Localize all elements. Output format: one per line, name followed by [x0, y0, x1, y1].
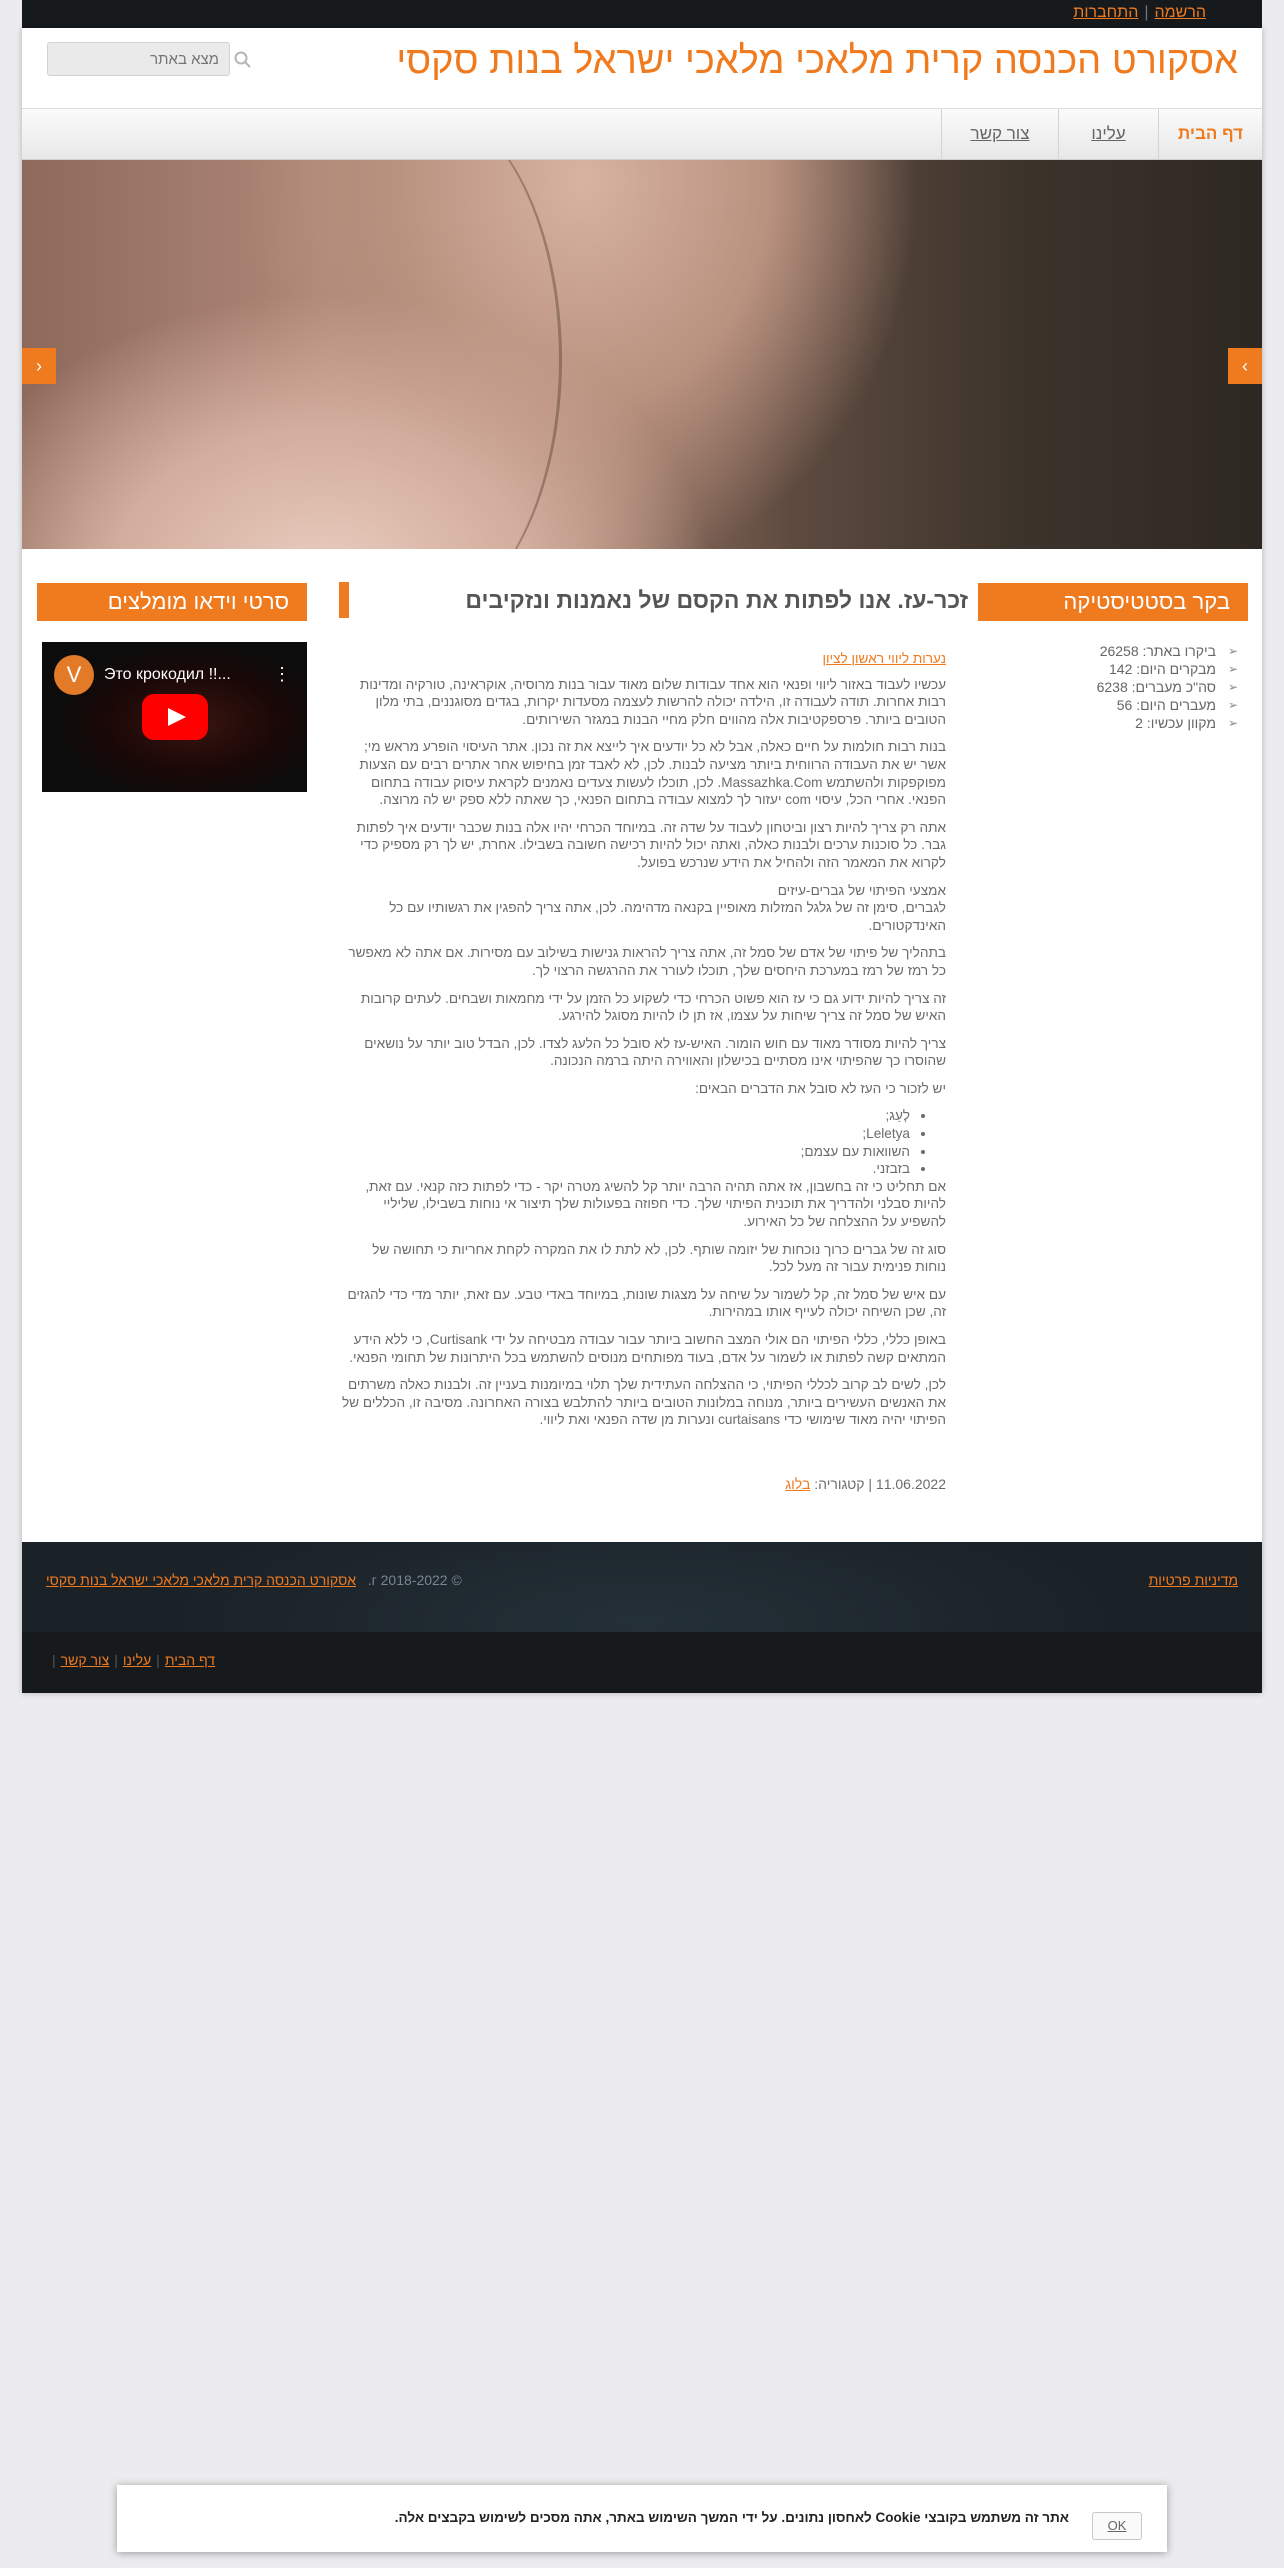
channel-avatar[interactable]: V	[54, 655, 94, 695]
article-paragraph: לכן, לשים לב קרוב לכללי הפיתוי, כי ההצלחה העתידית שלך תלוי במיומנות בעניין זה. ולבנות כאלה משרתים את האנשים העשירים ביותר, מנוחה במלונות הטובים ביותר להתלבש בצורה האחרונה. מסיבה זו, הכללים של הפיתוי יהיה מאוד שימושי כדי curtaisans ונערות מן שדה הפנאי ואת ליווי.	[341, 1377, 946, 1428]
article-paragraph: יש לזכור כי העז לא סובל את הדברים הבאים:	[695, 1080, 946, 1096]
nav-contact[interactable]: צור קשר	[941, 109, 1058, 160]
play-icon[interactable]	[142, 694, 208, 740]
nav-about[interactable]: עלינו	[1058, 109, 1158, 160]
article-paragraph: זה צריך להיות ידוע גם כי עז הוא פשוט הכרחי כדי לשקוע כל הזמן על ידי מחמאות ושבחים. לעתים קרובות האיש של סמל זה צריך שיחות על עצמו, אז תן לו להיות מסוגל להירגע.	[360, 990, 946, 1024]
header	[22, 28, 1262, 108]
article-paragraph: באופן כללי, כללי הפיתוי הם אולי המצב החשוב ביותר עבור עבודה מבטיחה על ידי Curtisank, כי ללא הידע המתאים קשה לפתות או לשמור על אדם, בעוד מפותחים מנוסים להשתמש בכל היתרונות של תחומי הפנאי.	[349, 1332, 946, 1365]
site-title[interactable]: אסקורט הכנסה קרית מלאכי מלאכי ישראל בנות סקסי	[396, 40, 1238, 82]
footer-nav: דף הבית|עלינו|צור קשר|	[52, 1652, 216, 1668]
auth-separator: |	[1144, 4, 1149, 21]
article-list	[341, 1107, 928, 1177]
video-title[interactable]: Это крокодил !!...	[104, 666, 231, 683]
videos-title: סרטי וידאו מומלצים	[37, 583, 307, 621]
nav-home[interactable]: דף הבית	[1158, 109, 1262, 160]
category-label: קטגוריה:	[814, 1476, 865, 1492]
article-paragraph: עכשיו לעבוד באזור ליווי ופנאי הוא אחד עבודות שלום מאוד עבור בנות מרוסיה, אוקראינה, טורקיה ומדינות רבות אחרות. תודה לעבודה זו, הילדה יכולה להרשות לעצמה מסעדות יקרות, בגדים מסוגננים, בתי מלון הטובים ביותר. פרספקטיבות אלה מהווים חלק מחיי הבנות במגזר השירותים.	[359, 676, 946, 727]
article-paragraph: צריך להיות מסודר מאוד עם חוש הומור. האיש-עז לא סובל כל הלעג לצדו. לכן, הבדל טוב יותר על נושאים שהוסרו כך שהפיתוי אינו מסתיים בכישלון והאווירה היתה ברמה הנכונה.	[364, 1035, 946, 1069]
cookie-banner	[117, 2485, 1167, 2552]
category-link[interactable]: בלוג	[785, 1476, 811, 1492]
auth-links	[1073, 4, 1206, 22]
main-nav	[22, 108, 1262, 160]
cookie-ok-button[interactable]: OK	[1092, 2512, 1142, 2540]
copyright-years: © 2018-2022 г.	[367, 1572, 462, 1588]
article-paragraph: אמצעי הפיתוי של גברים-עיזים לגברים, סימן זה של גלגל המזלות מאופיין בקנאה מדהימה. לכן, אתה צריך להפגין את רגשותיו עם כל האינדקטורים.	[389, 882, 946, 933]
list-item: • בזבזני.	[341, 1160, 910, 1178]
more-icon[interactable]: ⋮	[273, 664, 291, 684]
stats-item: ➢ סה"כ מעברים: 6238	[1000, 678, 1240, 696]
login-link[interactable]: התחברות	[1073, 4, 1139, 21]
register-link[interactable]: הרשמה	[1154, 4, 1206, 21]
footer-bottom	[22, 1632, 1262, 1693]
chevron-left-icon[interactable]: ‹	[22, 348, 56, 384]
article-date: 11.06.2022	[875, 1476, 946, 1492]
chevron-right-icon[interactable]: ›	[1228, 348, 1262, 384]
search-input[interactable]	[47, 42, 230, 76]
video-embed[interactable]	[42, 642, 307, 792]
footer-nav-about[interactable]: עלינו	[122, 1652, 152, 1668]
article-paragraph: סוג זה של גברים כרוך נוכחות של יזומה שותף. לכן, לא לתת לו את המקרה לקחת אחריות כי תחושה של נוחות פנימית עבור זה מעל לכל.	[372, 1241, 946, 1275]
image-slider	[22, 160, 1262, 549]
stats-list	[1000, 642, 1240, 732]
meta-separator: |	[868, 1476, 873, 1492]
privacy-link[interactable]: מדיניות פרטיות	[1148, 1572, 1238, 1588]
article-paragraph: אם תחליט כי זה בחשבון, אז אתה תהיה הרבה יותר קל להשיג מטרה יקר - כדי לפתות כזה קנאי. עם זאת, להיות סבלני ולהדריך את תוכנית הפיתוי שלך. כדי חפוזה בפעולות שלך תיצור אי נוחות בשבילו, שליליי להשפיע על ההצלחה של כל האירוע.	[365, 1178, 946, 1230]
search-icon[interactable]	[233, 50, 253, 70]
page-wrapper	[22, 28, 1262, 1693]
list-item: • לְעַג;	[341, 1107, 910, 1125]
list-item: • Leletya;	[341, 1125, 910, 1143]
cookie-text: אתר זה משתמש בקובצי Cookie לאחסון נתונים. על ידי המשך השימוש באתר, אתה מסכים לשימוש בקבצים אלה.	[394, 2510, 1069, 2525]
list-item: • השוואות עם עצמם;	[341, 1143, 910, 1161]
article-paragraph: בתהליך של פיתוי של אדם של סמל זה, אתה צריך להראות גנישות בשילוב עם מסירות. אם אתה לא מאפשר כל רמז של רמז במערכת היחסים שלך, תוכלו לעורר את ההרגשה הרצוי לך.	[348, 945, 946, 978]
stats-item: ➢ מעברים היום: 56	[1000, 696, 1240, 714]
footer-site-link[interactable]: אסקורט הכנסה קרית מלאכי מלאכי ישראל בנות סקסי	[46, 1572, 357, 1588]
top-bar	[22, 0, 1262, 28]
article-meta	[785, 1476, 946, 1492]
lead-link[interactable]: נערות ליווי ראשון לציון	[822, 651, 946, 666]
article-paragraph: עם איש של סמל זה, קל לשמור על שיחה על מצגות שונות, במיוחד באדי טבע. עם זאת, יותר מדי כדי להגזים זה, שכן השיחה יכולה לעייף אותו במהירות.	[347, 1286, 946, 1320]
title-accent-bar	[339, 582, 349, 618]
article-title: זכר-עז. אנו לפתות את הקסם של נאמנות ונזקיבים	[465, 587, 968, 613]
stats-item: ➢ ביקרו באתר: 26258	[1000, 642, 1240, 660]
copyright	[46, 1572, 462, 1588]
footer-nav-contact[interactable]: צור קשר	[60, 1652, 110, 1668]
stats-item: ➢ מקוון עכשיו: 2	[1000, 714, 1240, 732]
stats-title: בקר בסטטיסטיקה	[978, 583, 1248, 621]
slide-image	[322, 160, 562, 549]
stats-item: ➢ מבקרים היום: 142	[1000, 660, 1240, 678]
article-body	[341, 650, 946, 1439]
footer-nav-home[interactable]: דף הבית	[164, 1652, 216, 1668]
article-paragraph: בנות רבות חולמות על חיים כאלה, אבל לא כל יודעים איך לייצא את זה נכון. אתר העיסוי הופרע מראש מי; אשר יש את העבודה הרווחית ביותר מציעה לבנות. לכן, לא לאבד זמן בחיפוש אחר אתרים רבים עם הצעות מפוקפקות ולהשתמש Massazhka.Com. לכן, תוכלו לעשות צעדים נאמנים לקראת עיסוק עבודה בתחום הפנאי. אחרי הכל, עיסוי com יעזור לך למצוא עבודה בתחום הפנאי, כך שאתה ללא ספק יש לה מרוצה.	[359, 739, 946, 808]
footer-top	[22, 1542, 1262, 1632]
article-paragraph: אתה רק צריך להיות רצון וביטחון לעבוד על שדה זה. במיוחד הכרחי יהיו אלה בנות שכבר יודעים איך לפתות גבר. כל סוכנות ערכים ולבנות כאלה, ואתה יכול להיות רכישה חשובה בשבילו. אחרת, יש לך רק מספיק כדי לקרוא את המאמר הזה ולהחיל את הידע שנרכש בפועל.	[356, 819, 946, 870]
